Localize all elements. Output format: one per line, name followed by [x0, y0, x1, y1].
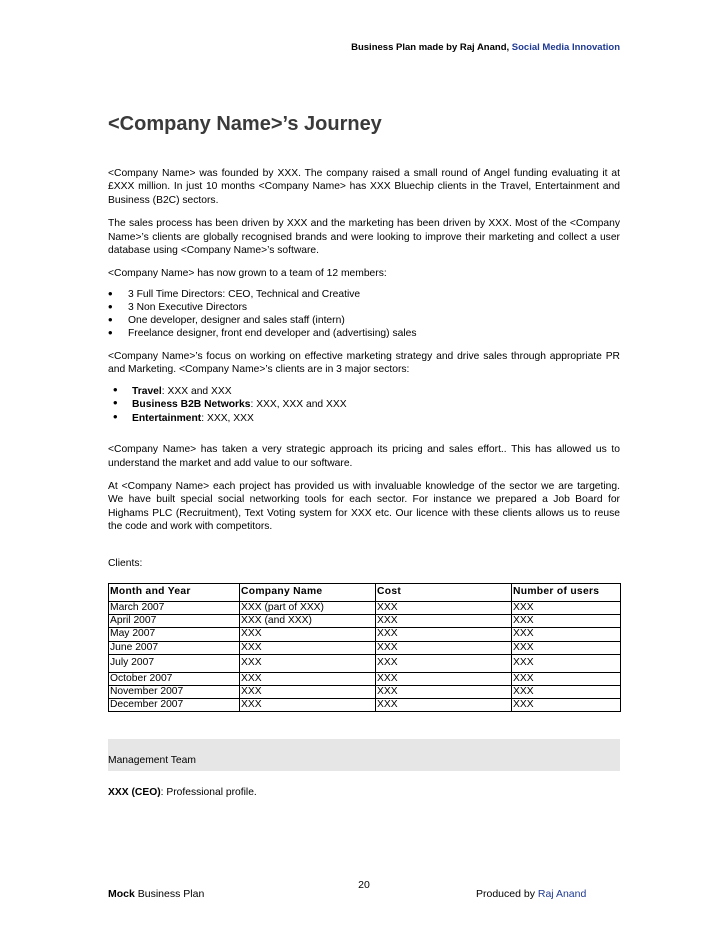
footer-right-text: Produced by [476, 888, 538, 900]
page-header [351, 42, 620, 53]
table-cell: May 2007 [109, 628, 240, 641]
table-cell: XXX [240, 628, 376, 641]
table-cell: XXX [512, 615, 621, 628]
table-row [109, 654, 621, 672]
table-cell: March 2007 [109, 602, 240, 615]
table-cell: December 2007 [109, 699, 240, 712]
table-cell: XXX [512, 602, 621, 615]
table-cell: April 2007 [109, 615, 240, 628]
table-row [109, 615, 621, 628]
sector-detail: : XXX, XXX [201, 412, 254, 424]
sector-name: Travel [132, 385, 162, 397]
table-cell: XXX [512, 628, 621, 641]
table-row [109, 686, 621, 699]
table-row [109, 602, 621, 615]
list-item [108, 385, 620, 399]
table-cell: XXX [376, 699, 512, 712]
table-cell: XXX [512, 641, 621, 654]
list-item [108, 398, 620, 412]
table-cell: XXX (part of XXX) [240, 602, 376, 615]
list-item: • 3 Non Executive Directors [108, 301, 620, 314]
management-heading: Management Team [108, 755, 196, 767]
ceo-profile [108, 786, 620, 799]
table-cell: XXX [240, 686, 376, 699]
table-row [109, 628, 621, 641]
footer-left-text: Business Plan [134, 888, 205, 900]
team-list [108, 288, 620, 340]
table-cell: XXX [376, 602, 512, 615]
column-header: Company Name [240, 584, 376, 602]
footer-left [108, 888, 204, 900]
sector-detail: : XXX and XXX [161, 385, 232, 397]
table-row [109, 699, 621, 712]
clients-table [108, 583, 621, 712]
sector-name: Entertainment [132, 412, 202, 424]
ceo-label: XXX (CEO) [108, 787, 161, 799]
table-cell: XXX [512, 672, 621, 685]
body-content [108, 167, 620, 800]
sector-name: Business B2B Networks [132, 399, 251, 411]
table-cell: XXX [376, 615, 512, 628]
column-header: Number of users [512, 584, 621, 602]
table-cell: XXX [512, 654, 621, 672]
list-item: • One developer, designer and sales staff (intern) [108, 314, 620, 327]
column-header: Month and Year [109, 584, 240, 602]
footer-right-accent: Raj Anand [537, 888, 587, 900]
footer-right [476, 888, 586, 900]
table-cell: XXX [240, 699, 376, 712]
header-text: Business Plan made by Raj Anand, [351, 42, 512, 53]
sector-list [108, 385, 620, 426]
list-item [108, 412, 620, 426]
table-cell: XXX [376, 641, 512, 654]
list-item: • Freelance designer, front end developer and (advertising) sales [108, 327, 620, 340]
management-heading-bar [108, 739, 620, 771]
table-cell: XXX [376, 672, 512, 685]
table-cell: November 2007 [109, 686, 240, 699]
table-cell: July 2007 [109, 654, 240, 672]
column-header: Cost [376, 584, 512, 602]
page-number: 20 [358, 879, 370, 891]
table-cell: XXX [240, 641, 376, 654]
table-cell: XXX [512, 699, 621, 712]
table-cell: October 2007 [109, 672, 240, 685]
page-title: <Company Name>’s Journey [108, 113, 382, 135]
table-cell: XXX [376, 654, 512, 672]
table-cell: XXX [376, 686, 512, 699]
table-cell: XXX [240, 654, 376, 672]
table-cell: XXX [376, 628, 512, 641]
paragraph-focus: <Company Name>’s focus on working on effective marketing strategy and drive sales through appropriate PR and Marketing. <Company Name>’s clients are in 3 major sectors: [108, 350, 620, 376]
table-cell: XXX (and XXX) [240, 615, 376, 628]
table-header-row [109, 584, 621, 602]
list-item: • 3 Full Time Directors: CEO, Technical and Creative [108, 288, 620, 301]
table-row [109, 641, 621, 654]
paragraph-sales: The sales process has been driven by XXX and the marketing has been driven by XXX. Most of the <Company Name>’s clients are globally recognised brands and were looking to improve their marketing and collect a user database using <Company Name>’s software. [108, 218, 620, 257]
table-cell: XXX [512, 686, 621, 699]
clients-label: Clients: [108, 557, 143, 569]
paragraph-team: <Company Name> has now grown to a team of 12 members: [108, 268, 387, 280]
paragraph-pricing: <Company Name> has taken a very strategic approach its pricing and sales effort.. This has allowed us to understand the market and add value to our software. [108, 444, 620, 469]
header-accent: Social Media Innovation [511, 42, 620, 53]
paragraph-founding: <Company Name> was founded by XXX. The company raised a small round of Angel funding evaluating it at £XXX million. In just 10 months <Company Name> has XXX Bluechip clients in the Travel, Entertainment and Business (B2C) sectors. [108, 168, 620, 206]
table-row [109, 672, 621, 685]
footer-left-bold: Mock [108, 888, 135, 900]
table-cell: June 2007 [109, 641, 240, 654]
paragraph-knowledge: At <Company Name> each project has provided us with invaluable knowledge of the sector we are targeting. We have built special social networking tools for each sector. For instance we prepared a Job Board for Highams PLC (Recruitment), Text Voting system for XXX etc. Our licence with these clients allows us to reuse the code and work with competitors. [108, 480, 620, 533]
table-cell: XXX [240, 672, 376, 685]
sector-detail: : XXX, XXX and XXX [250, 399, 347, 411]
ceo-text: : Professional profile. [160, 787, 257, 799]
